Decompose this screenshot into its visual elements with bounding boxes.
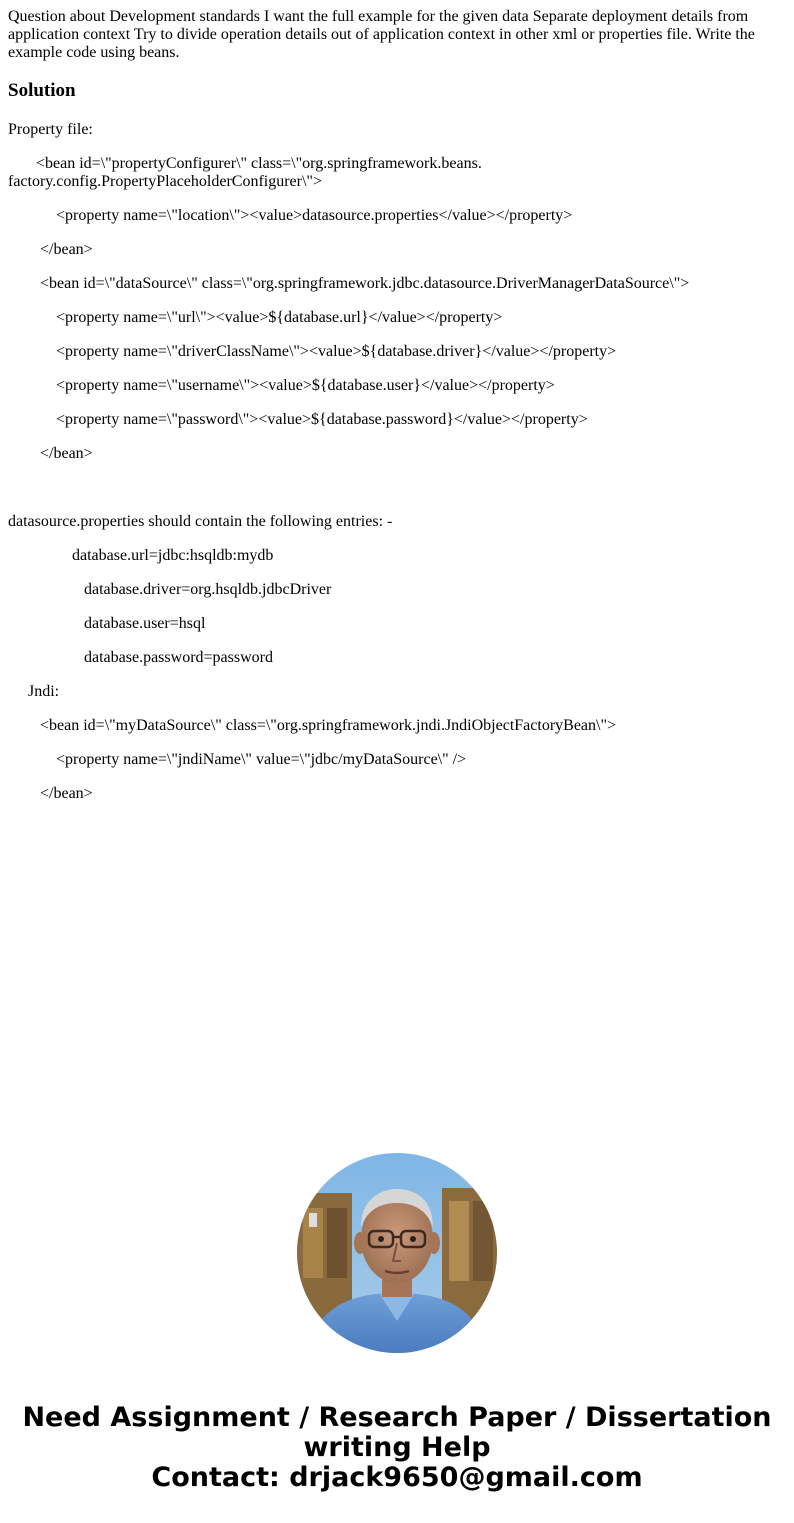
code-line: </bean> xyxy=(8,241,93,258)
author-avatar xyxy=(297,1153,497,1353)
promo-contact: Contact: drjack9650@gmail.com xyxy=(151,1462,643,1493)
code-line: <property name=\"url\"><value>${database.url}</value></property> xyxy=(8,309,503,326)
code-line: <property name=\"driverClassName\"><value>${database.driver}</value></property> xyxy=(8,343,617,360)
code-line: <bean id=\"myDataSource\" class=\"org.springframework.jndi.JndiObjectFactoryBean\"> xyxy=(8,717,617,734)
code-line: factory.config.PropertyPlaceholderConfigurer\"> xyxy=(8,173,322,190)
properties-intro: datasource.properties should contain the following entries: - xyxy=(8,513,393,530)
code-line: <property name=\"location\"><value>datasource.properties</value></property> xyxy=(8,207,573,224)
code-line: <property name=\"password\"><value>${database.password}</value></property> xyxy=(8,411,588,428)
properties-entry: database.password=password xyxy=(8,649,273,666)
code-line: </bean> xyxy=(8,785,93,802)
question-text: Question about Development standards I want the full example for the given data Separate deployment details from application context Try to divide operation details out of application context in other xml or properties file. Write the example code using beans. xyxy=(8,8,755,61)
solution-heading: Solution xyxy=(8,80,76,101)
promo-banner xyxy=(0,1403,794,1493)
code-line: </bean> xyxy=(8,445,93,462)
author-portrait-image xyxy=(297,1153,497,1353)
code-line: <property name=\"jndiName\" value=\"jdbc/myDataSource\" /> xyxy=(8,751,467,768)
code-line: <bean id=\"propertyConfigurer\" class=\"org.springframework.beans. xyxy=(8,155,482,172)
properties-entry: database.driver=org.hsqldb.jdbcDriver xyxy=(8,581,332,598)
code-line: <bean id=\"dataSource\" class=\"org.springframework.jdbc.datasource.DriverManagerDataSource\"> xyxy=(8,275,690,292)
properties-entry: database.user=hsql xyxy=(8,615,206,632)
jndi-label: Jndi: xyxy=(8,683,60,700)
promo-line-1: Need Assignment / Research Paper / Dissertation xyxy=(22,1402,772,1433)
code-line: <property name=\"username\"><value>${database.user}</value></property> xyxy=(8,377,555,394)
promo-line-2: writing Help xyxy=(303,1432,491,1463)
properties-entry: database.url=jdbc:hsqldb:mydb xyxy=(8,547,274,564)
property-file-label: Property file: xyxy=(8,121,93,138)
